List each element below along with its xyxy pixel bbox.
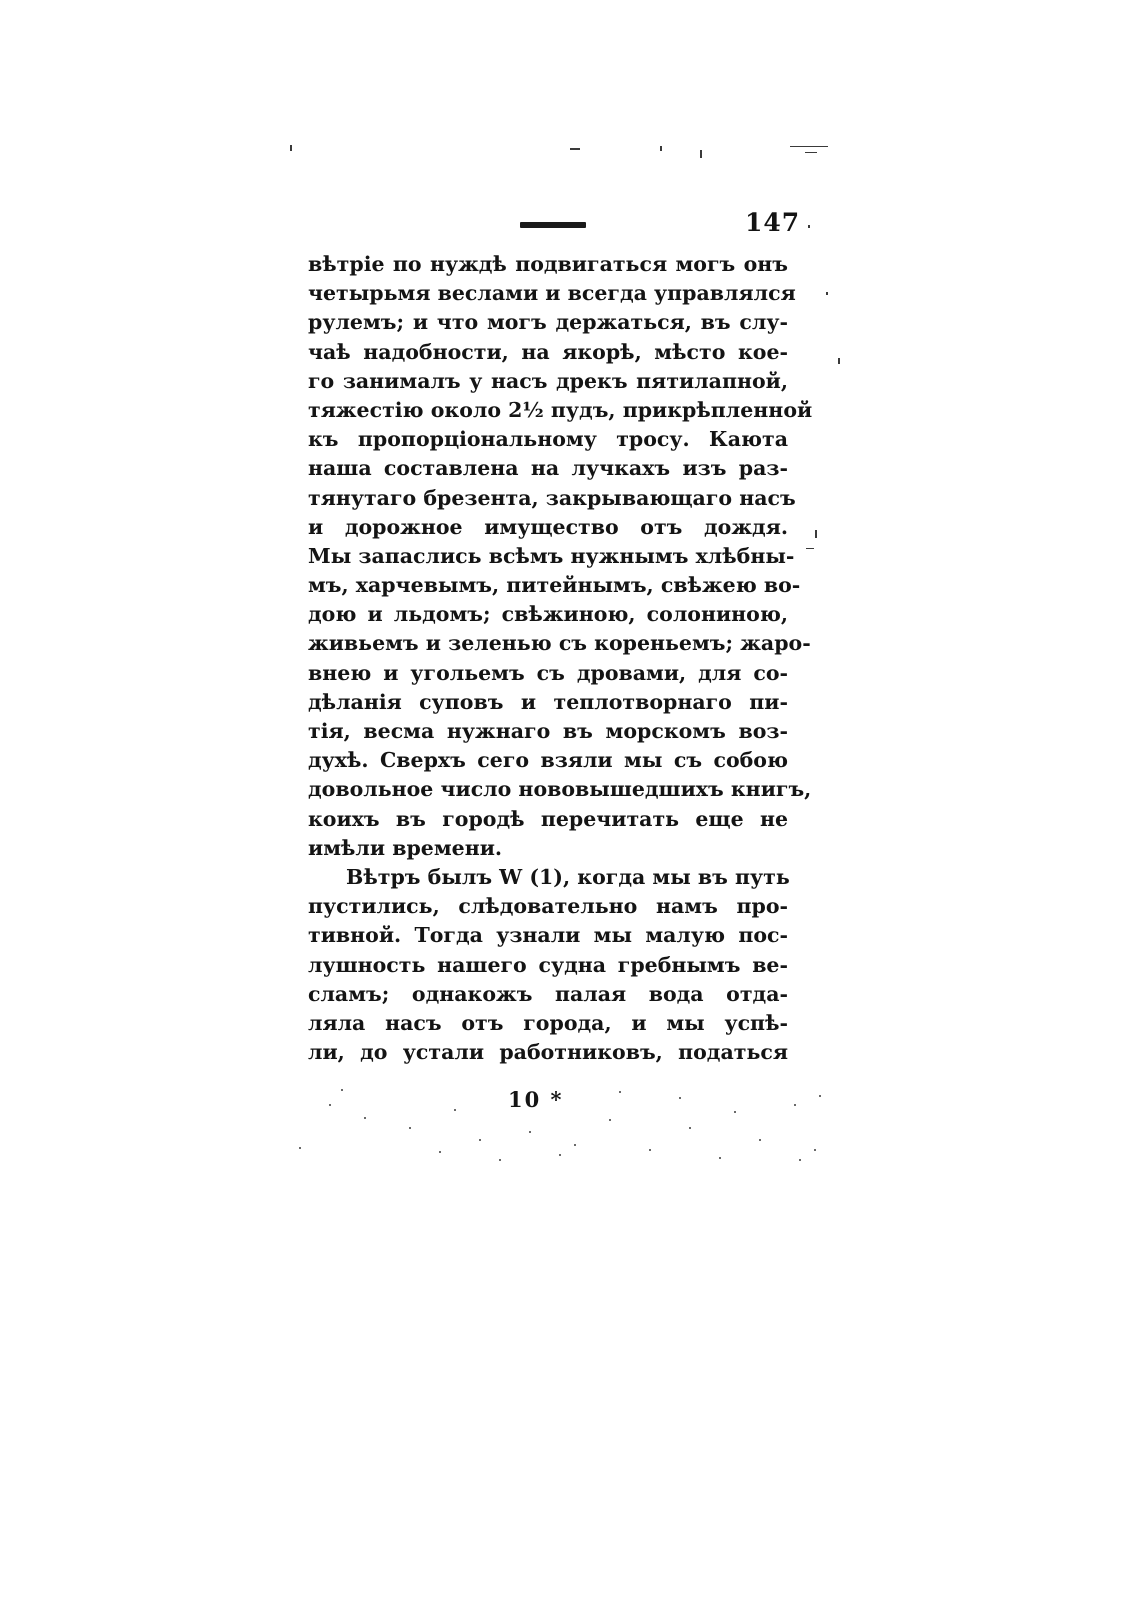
text-line: ляла насъ отъ города, и мы успѣ- [308,1010,788,1035]
text-line: четырьмя веслами и всегда управлялся [308,281,796,306]
text-line: вѣтріе по нуждѣ подвигаться могъ онъ [308,252,788,276]
text-line: тія, весма нужнаго въ морскомъ воз- [308,719,788,743]
text-line: духѣ. Сверхъ сего взяли мы съ собою [308,748,788,773]
body-text [308,250,813,1067]
text-line: тянутаго брезента, закрывающаго насъ [308,485,796,510]
text-line: дѣланія суповъ и теплотворнаго пи- [308,689,788,714]
text-line: внею и угольемъ съ дровами, для со- [308,660,788,685]
text-line: живьемъ и зеленью съ кореньемъ; жаро- [308,631,811,656]
text-line: довольное число нововышедшихъ книгъ, [308,777,812,802]
text-line: тяжестію около 2½ пудъ, прикрѣпленной [308,397,813,422]
page-number: 147 [745,208,801,237]
text-line: наша составлена на лучкахъ изъ раз- [308,456,788,481]
text-line: рулемъ; и что могъ держаться, въ слу- [308,310,788,335]
text-line: коихъ въ городѣ перечитать еще не [308,806,788,831]
text-line: чаѣ надобности, на якорѣ, мѣсто кое- [308,339,788,364]
text-line: го занималъ у насъ дрекъ пятилапной, [308,368,788,393]
text-line: лушность нашего судна гребнымъ ве- [308,952,788,977]
paragraph-end-line: имѣли времени. [308,835,503,860]
text-line: Мы запаслись всѣмъ нужнымъ хлѣбны- [308,543,795,568]
text-line: мъ, харчевымъ, питейнымъ, свѣжею во- [308,573,801,598]
text-line: пустились, слѣдовательно намъ про- [308,894,788,919]
text-line: ли, до устали работниковъ, податься [308,1040,788,1065]
text-line: дою и льдомъ; свѣжиною, солониною, [308,602,788,627]
text-line: тивной. Тогда узнали мы малую пос- [308,923,788,948]
text-line: къ пропорціональному тросу. Каюта [308,427,788,452]
text-line: и дорожное имущество отъ дождя. [308,514,788,539]
header-rule [520,222,586,228]
signature-mark: 10 * [508,1087,564,1112]
paragraph-start-line: Вѣтръ былъ W (1), когда мы въ путь [346,864,790,889]
text-line: сламъ; однакожъ палая вода отда- [308,981,788,1006]
